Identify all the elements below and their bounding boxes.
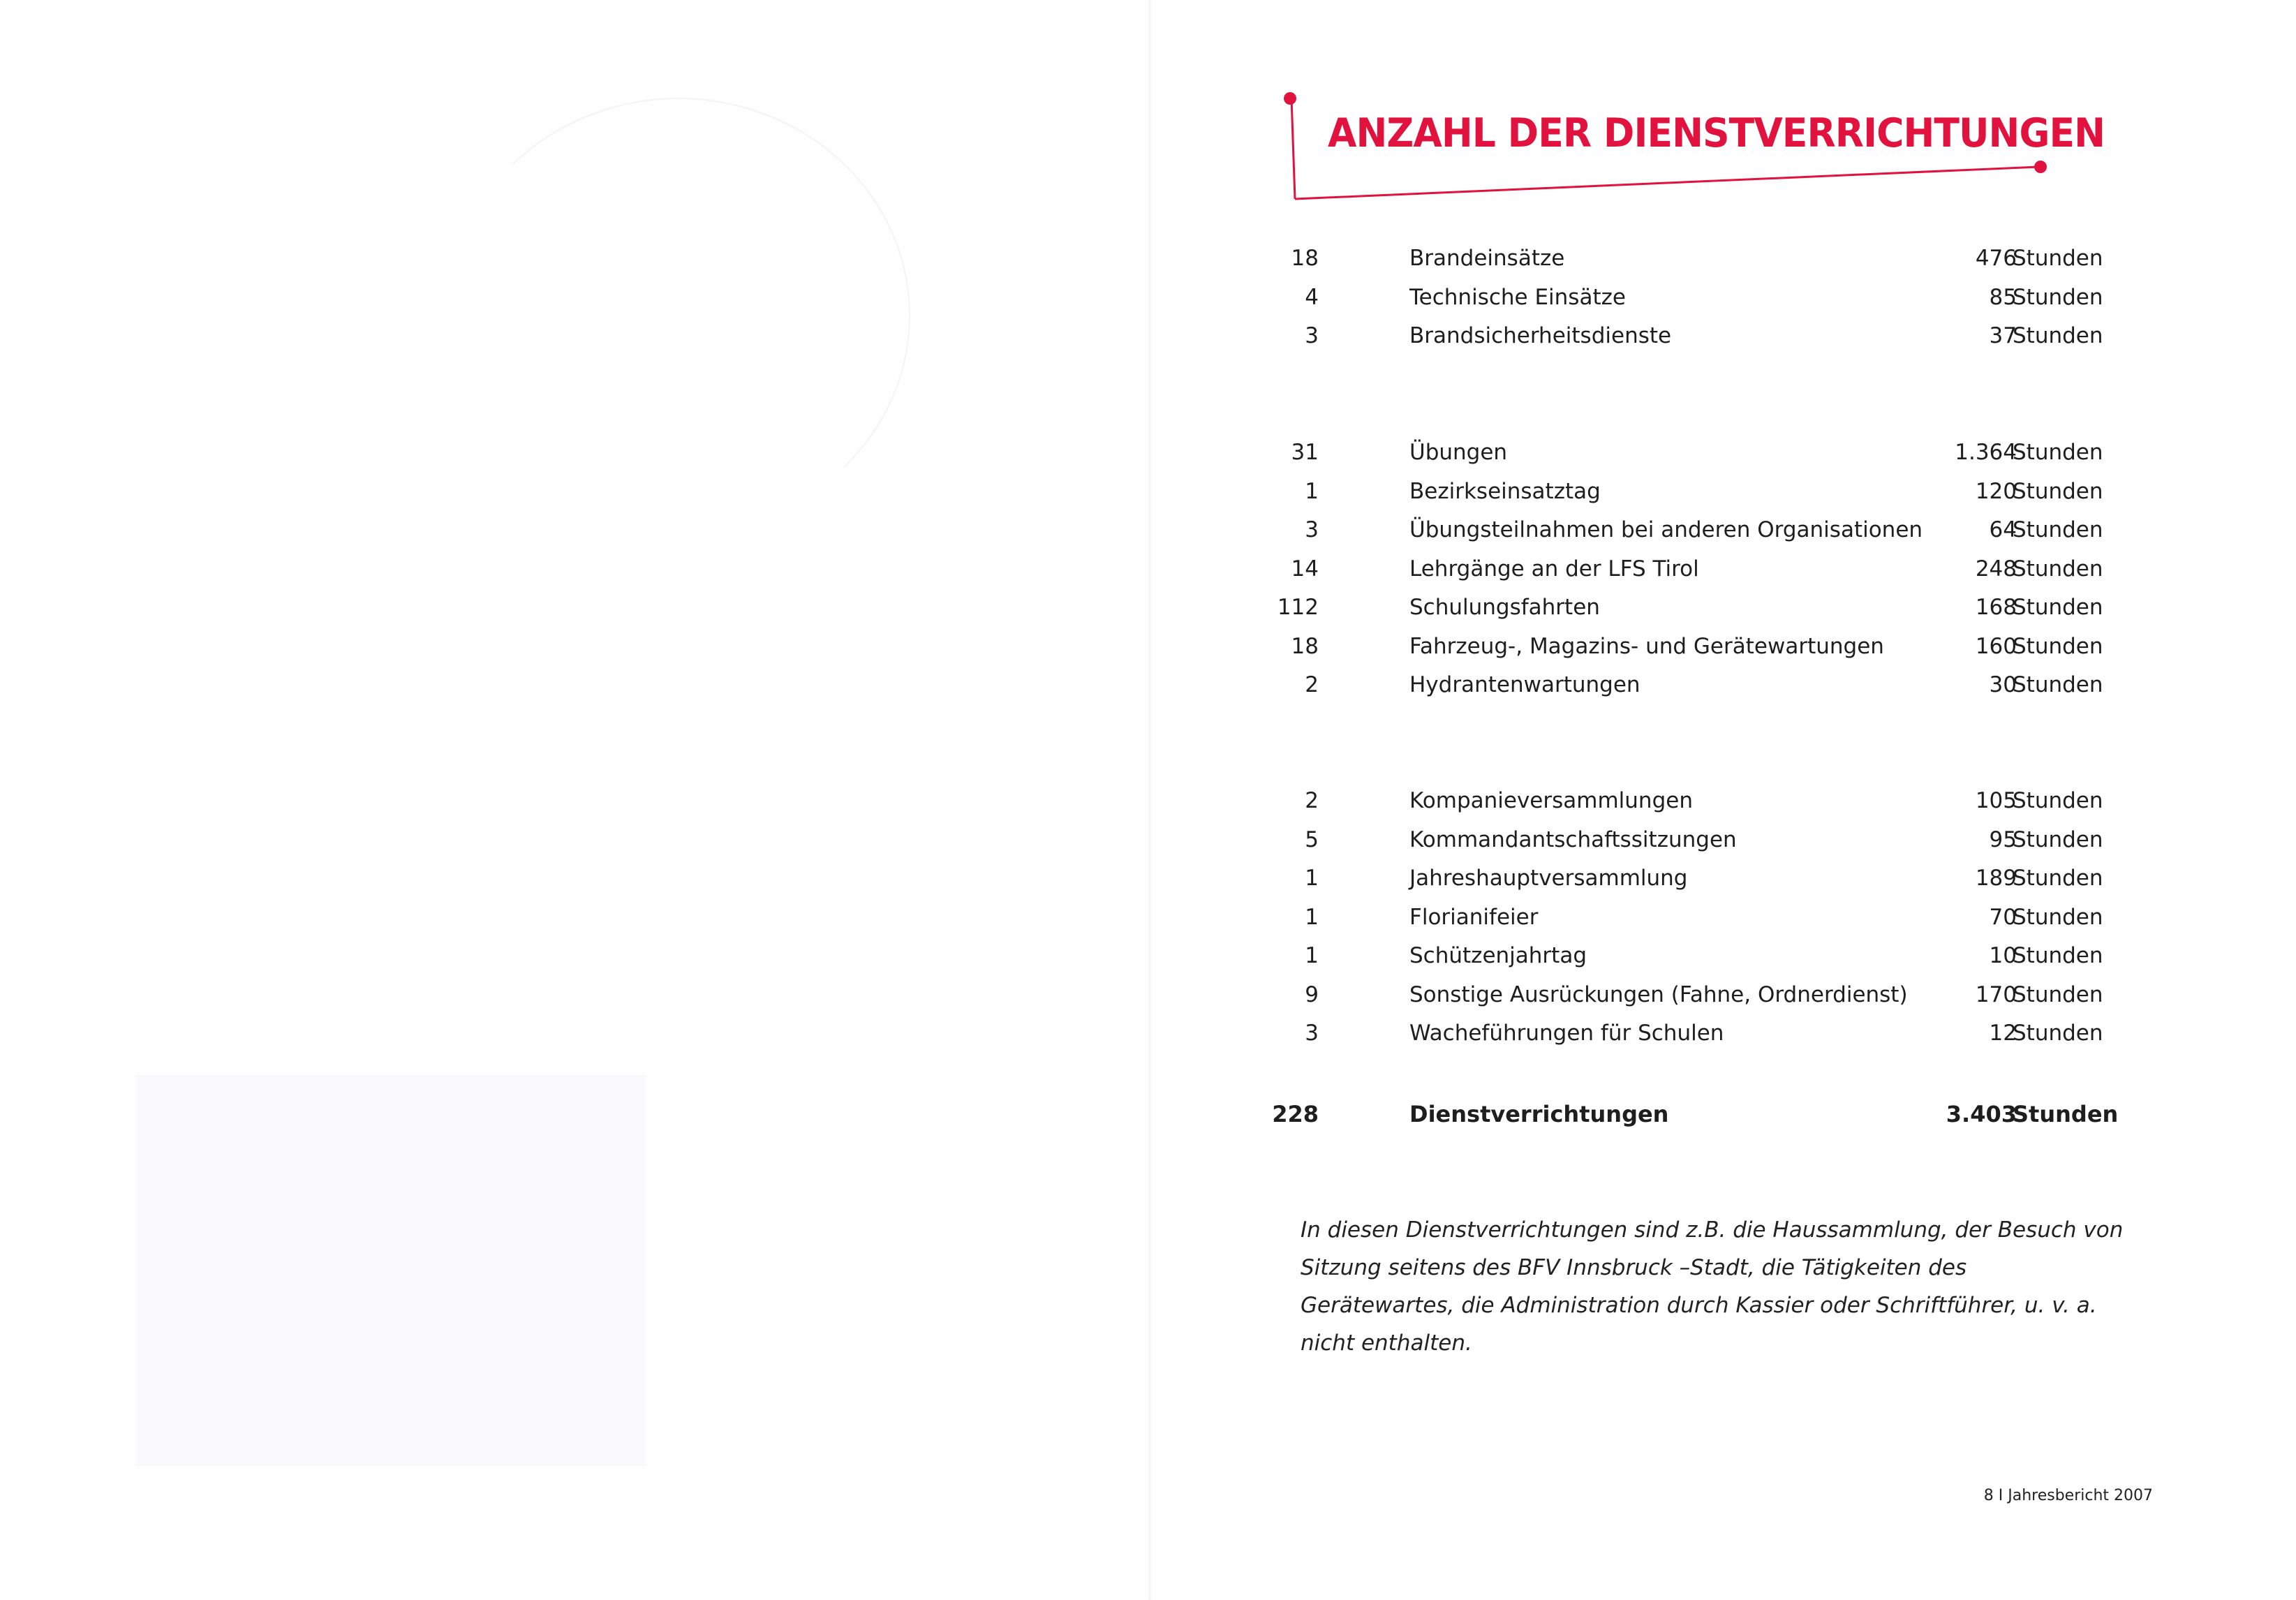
row-hours: 248 <box>1975 556 2017 582</box>
row-unit: Stunden <box>2013 672 2103 697</box>
row-unit: Stunden <box>2013 440 2103 465</box>
row-hours: 1.364 <box>1955 440 2017 465</box>
footnote-text: In diesen Dienstverrichtungen sind z.B. die Haussammlung, der Besuch von Sitzung seitens des BFV Innsbruck –Stadt, die Tätigkeiten des Gerätewartes, die Administration durch Kassier oder Schriftführer, u. v. a. nicht enthalten. <box>1301 1217 2124 1356</box>
row-hours: 168 <box>1975 595 2017 620</box>
row-count: 3 <box>1305 517 1319 542</box>
row-label: Brandsicherheitsdienste <box>1409 323 1672 348</box>
title-frame <box>1151 0 2296 223</box>
row-count: 18 <box>1291 633 1319 659</box>
row-hours: 95 <box>1989 827 2017 852</box>
row-unit: Stunden <box>2013 246 2103 271</box>
row-hours: 64 <box>1989 517 2017 542</box>
row-count: 14 <box>1291 556 1319 582</box>
frame-dot-start <box>1284 92 1296 105</box>
row-unit: Stunden <box>2013 323 2103 348</box>
table-row <box>1151 318 2296 353</box>
row-unit: Stunden <box>2013 1021 2103 1046</box>
table-row <box>1151 435 2296 470</box>
row-count: 3 <box>1305 323 1319 348</box>
table-row <box>1151 629 2296 664</box>
page-title: ANZAHL DER DIENSTVERRICHTUNGEN <box>1328 110 2105 156</box>
row-count: 18 <box>1291 246 1319 271</box>
row-hours: 12 <box>1989 1021 2017 1046</box>
row-count: 4 <box>1305 284 1319 310</box>
right-page <box>1151 0 2296 1600</box>
row-label: Wacheführungen für Schulen <box>1409 1021 1724 1046</box>
row-label: Kommandantschaftssitzungen <box>1409 827 1737 852</box>
row-hours: 10 <box>1989 943 2017 968</box>
row-label: Florianifeier <box>1409 904 1539 930</box>
table-row <box>1151 551 2296 586</box>
table-row <box>1151 783 2296 818</box>
table-row <box>1151 900 2296 935</box>
row-count: 3 <box>1305 1021 1319 1046</box>
frame-horizontal-line <box>1295 167 2039 199</box>
faint-print-through-arc <box>447 98 910 533</box>
row-label: Technische Einsätze <box>1409 284 1626 310</box>
table-row <box>1151 474 2296 509</box>
row-count: 1 <box>1305 904 1319 930</box>
table-row <box>1151 1016 2296 1051</box>
page-footer: 8 I Jahresbericht 2007 <box>1983 1487 2153 1504</box>
table-row <box>1151 822 2296 857</box>
row-count: 1 <box>1305 943 1319 968</box>
table-row <box>1151 590 2296 625</box>
row-hours: 120 <box>1975 478 2017 504</box>
row-label: Hydrantenwartungen <box>1409 672 1640 697</box>
row-label: Kompanieversammlungen <box>1409 788 1693 813</box>
row-count: 1 <box>1305 866 1319 891</box>
row-hours: 160 <box>1975 633 2017 659</box>
row-unit: Stunden <box>2013 788 2103 813</box>
row-count: 2 <box>1305 788 1319 813</box>
table-row <box>1151 861 2296 896</box>
row-label: Schulungsfahrten <box>1409 595 1600 620</box>
row-label: Sonstige Ausrückungen (Fahne, Ordnerdienst) <box>1409 982 1908 1007</box>
total-row <box>1151 1097 2296 1132</box>
row-unit: Stunden <box>2013 284 2103 310</box>
row-unit: Stunden <box>2013 904 2103 930</box>
row-hours: 105 <box>1975 788 2017 813</box>
row-count: 31 <box>1291 440 1319 465</box>
row-count: 1 <box>1305 478 1319 504</box>
row-hours: 189 <box>1975 866 2017 891</box>
row-hours: 70 <box>1989 904 2017 930</box>
frame-vertical-line <box>1291 98 1295 199</box>
table-row <box>1151 977 2296 1012</box>
row-label: Lehrgänge an der LFS Tirol <box>1409 556 1699 582</box>
row-unit: Stunden <box>2013 633 2103 659</box>
row-count: 5 <box>1305 827 1319 852</box>
row-unit: Stunden <box>2013 866 2103 891</box>
table-row <box>1151 241 2296 276</box>
row-label: Fahrzeug-, Magazins- und Gerätewartungen <box>1409 633 1884 659</box>
table-row <box>1151 667 2296 702</box>
row-hours: 30 <box>1989 672 2017 697</box>
row-unit: Stunden <box>2013 943 2103 968</box>
row-unit: Stunden <box>2013 595 2103 620</box>
row-count: 2 <box>1305 672 1319 697</box>
table-row <box>1151 512 2296 547</box>
row-unit: Stunden <box>2013 478 2103 504</box>
row-label: Übungen <box>1409 440 1508 465</box>
total-hours: 3.403 <box>1946 1101 2017 1127</box>
row-count: 9 <box>1305 982 1319 1007</box>
total-count: 228 <box>1272 1101 1319 1127</box>
row-label: Bezirkseinsatztag <box>1409 478 1601 504</box>
row-label: Übungsteilnahmen bei anderen Organisationen <box>1409 517 1923 542</box>
table-row <box>1151 938 2296 973</box>
row-unit: Stunden <box>2013 982 2103 1007</box>
row-label: Schützenjahrtag <box>1409 943 1587 968</box>
total-label: Dienstverrichtungen <box>1409 1101 1669 1127</box>
frame-dot-end <box>2034 161 2047 173</box>
row-label: Brandeinsätze <box>1409 246 1565 271</box>
faint-print-through <box>136 1075 646 1466</box>
row-label: Jahreshauptversammlung <box>1409 866 1688 891</box>
table-row <box>1151 280 2296 315</box>
row-unit: Stunden <box>2013 827 2103 852</box>
row-unit: Stunden <box>2013 556 2103 582</box>
row-hours: 170 <box>1975 982 2017 1007</box>
total-unit: Stunden <box>2013 1101 2119 1127</box>
row-unit: Stunden <box>2013 517 2103 542</box>
row-count: 112 <box>1277 595 1319 620</box>
row-hours: 476 <box>1975 246 2017 271</box>
row-hours: 85 <box>1989 284 2017 310</box>
row-hours: 37 <box>1989 323 2017 348</box>
